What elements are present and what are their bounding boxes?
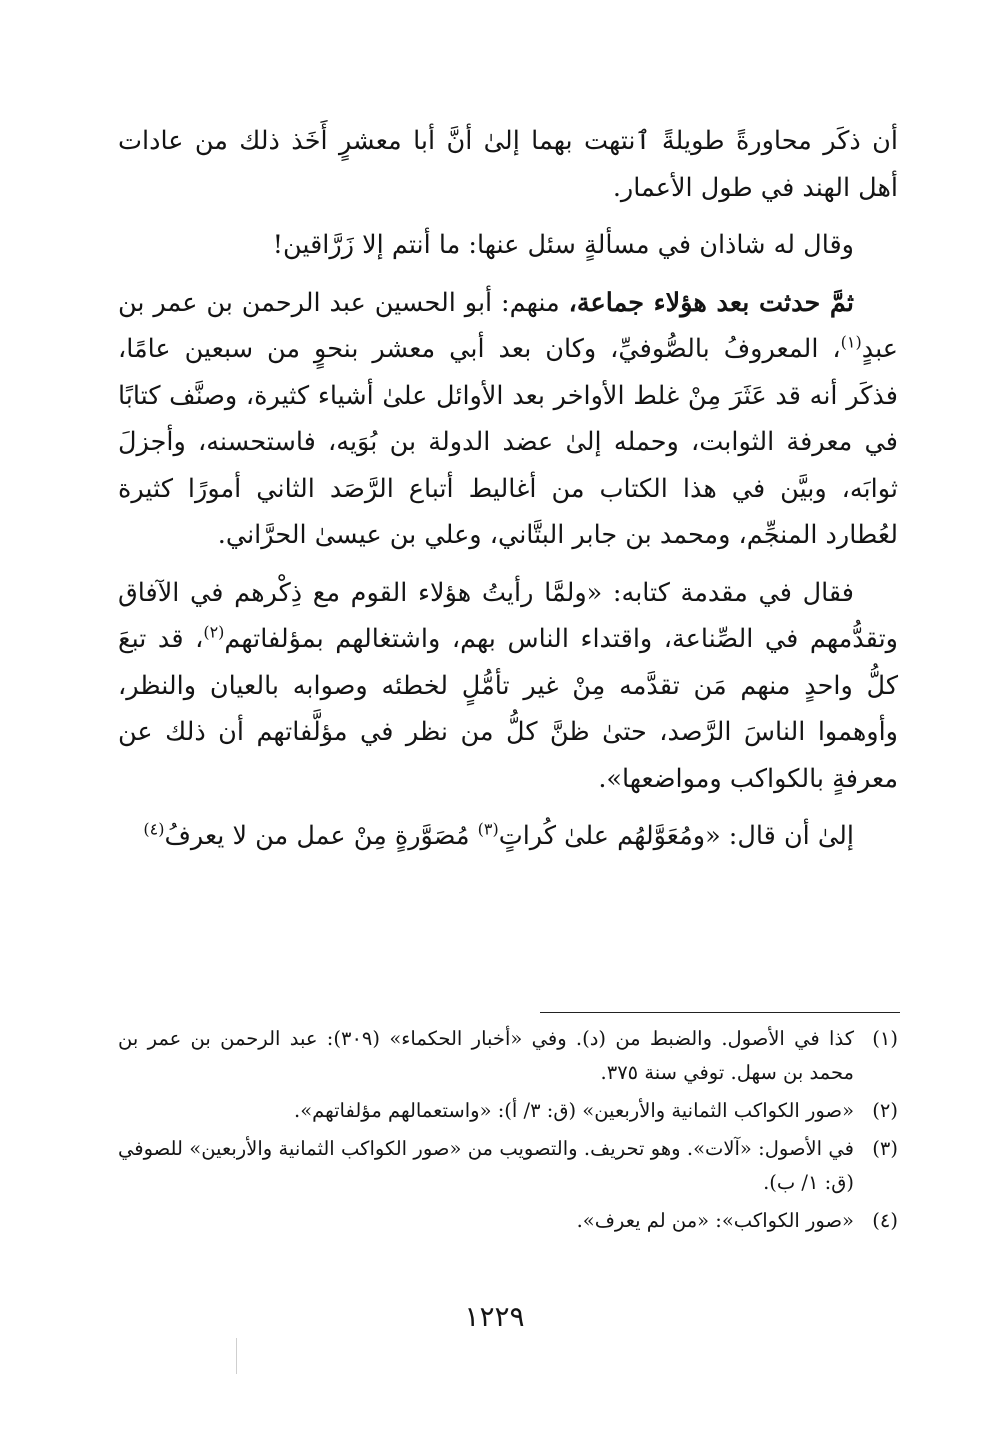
footnote-text: كذا في الأصول. والضبط من (د). وفي «أخبار الحكماء» (٣٠٩): عبد الرحمن بن عمر بن محمد بن سهل. توفي سنة ٣٧٥. <box>118 1027 854 1084</box>
paragraph-4-text-b: ، قد تبعَ كلُّ واحدٍ منهم مَن تقدَّمه مِنْ غير تأمُّلٍ لخطئه وصوابه بالعيان والنظر، وأوهموا الناسَ الرَّصد، حتىٰ ظنَّ كلُّ من نظر في مؤلَّفاتهم أن ذلك عن معرفةٍ بالكواكب ومواضعها». <box>118 624 898 794</box>
footnote-ref-2: (٢) <box>203 622 225 642</box>
paragraph-4-text-a: فقال في مقدمة كتابه: «ولمَّا رأيتُ هؤلاء القوم مع ذِكْرهم في الآفاق وتقدُّمهم في الصِّناعة، واقتداء الناس بهم، واشتغالهم بمؤلفاتهم <box>118 577 898 654</box>
scan-mark <box>236 1338 237 1374</box>
footnote-text: «صور الكواكب»: «من لم يعرف». <box>576 1209 854 1232</box>
footnotes <box>118 1022 898 1242</box>
paragraph-3-text-b: ، المعروفُ بالصُّوفيِّ، وكان بعد أبي معشر بنحوٍ من سبعين عامًا، فذكَر أنه قد عَثَرَ مِنْ غلط الأواخر بعد الأوائل علىٰ أشياء كثيرة، وصنَّف كتابًا في معرفة الثوابت، وحمله إلىٰ عضد الدولة بن بُوَيه، فاستحسنه، وأجزلَ ثوابَه، وبيَّن في هذا الكتاب من أغاليط أتباع الرَّصَد الثاني أمورًا كثيرة لعُطارد المنجِّم، ومحمد بن جابر البتَّاني، وعلي بن عيسىٰ الحرَّاني. <box>118 334 898 550</box>
paragraph-3 <box>118 280 898 559</box>
main-text <box>118 118 898 871</box>
paragraph-4 <box>118 570 898 803</box>
footnote-ref-4: (٤) <box>143 819 165 839</box>
paragraph-5 <box>118 813 898 860</box>
paragraph-1-text: أن ذكَر محاورةً طويلةً ٱنتهت بهما إلىٰ أنَّ أبا معشرٍ أَخَذ ذلك من عادات أهل الهند في طول الأعمار. <box>118 126 898 203</box>
paragraph-2-text: وقال له شاذان في مسألةٍ سئل عنها: ما أنتم إلا زَرَّاقين! <box>272 230 854 260</box>
paragraph-3-heading: ثمَّ حدثت بعد هؤلاء جماعة، <box>568 287 854 318</box>
footnote-text: «صور الكواكب الثمانية والأربعين» (ق: ٣/ أ): «واستعمالهم مؤلفاتهم». <box>294 1099 854 1122</box>
footnote-ref-1: (١) <box>840 332 862 352</box>
footnote-ref-3: (٣) <box>477 819 499 839</box>
footnote-number: (٤) <box>872 1209 898 1232</box>
paragraph-1 <box>118 118 898 211</box>
paragraph-5-text-a: إلىٰ أن قال: «ومُعَوَّلهُم علىٰ كُراتٍ <box>498 821 854 851</box>
footnote-text: في الأصول: «آلات». وهو تحريف. والتصويب من «صور الكواكب الثمانية والأربعين» للصوفي (ق: ١/ ب). <box>118 1137 854 1194</box>
footnote-item <box>118 1094 898 1128</box>
paragraph-2 <box>118 222 898 269</box>
footnote-number: (٣) <box>872 1137 898 1160</box>
paragraph-3-text-a: منهم: أبو الحسين عبد الرحمن بن عمر بن عبدٍ <box>118 287 898 364</box>
page-number: ١٢٢٩ <box>464 1300 525 1333</box>
footnote-item <box>118 1204 898 1238</box>
paragraph-5-text-b: مُصَوَّرةٍ مِنْ عمل من لا يعرفُ <box>164 821 478 851</box>
footnote-number: (٢) <box>872 1099 898 1122</box>
footnote-number: (١) <box>872 1027 898 1050</box>
footnote-separator <box>540 1012 900 1013</box>
footnote-item <box>118 1022 898 1090</box>
footnote-item <box>118 1132 898 1200</box>
